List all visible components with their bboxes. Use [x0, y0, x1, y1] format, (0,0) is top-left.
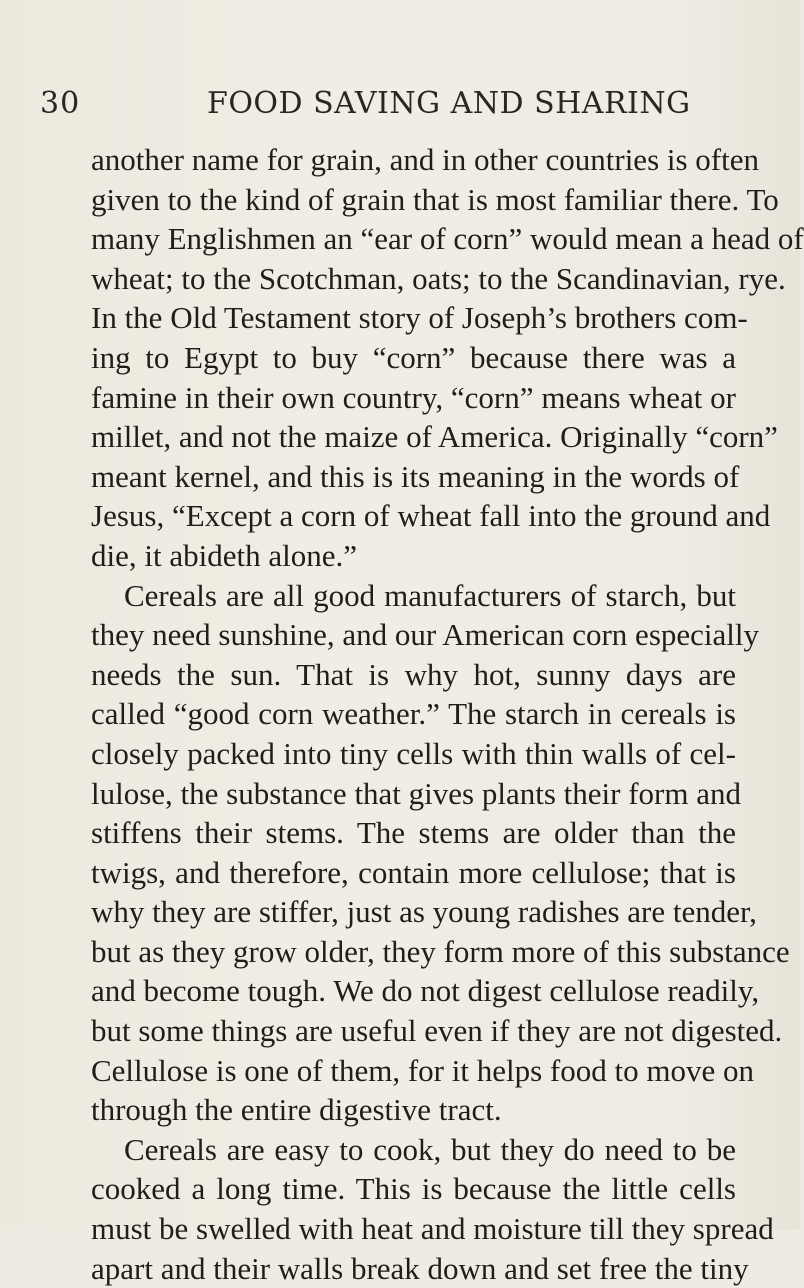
- running-head-title: FOOD SAVING AND SHARING: [207, 86, 691, 121]
- text-line: another name for grain, and in other countries is often: [91, 142, 759, 177]
- text-line: needs the sun. That is why hot, sunny days are: [91, 656, 736, 692]
- text-line: Cereals are all good manufacturers of starch, but: [124, 577, 736, 613]
- text-line: they need sunshine, and our American corn especially: [91, 617, 759, 653]
- text-line: and become tough. We do not digest cellulose readily,: [91, 973, 760, 1009]
- text-line: wheat; to the Scotchman, oats; to the Scandinavian, rye.: [91, 260, 786, 296]
- text-line: twigs, and therefore, contain more cellulose; that is: [91, 854, 736, 890]
- text-line: famine in their own country, “corn” means wheat or: [91, 379, 736, 415]
- text-line: through the entire digestive tract.: [91, 1092, 502, 1128]
- text-line: given to the kind of grain that is most familiar there. To: [91, 181, 779, 217]
- text-line: millet, and not the maize of America. Originally “corn”: [91, 419, 778, 455]
- text-line: ing to Egypt to buy “corn” because there was a: [91, 339, 736, 375]
- text-line: In the Old Testament story of Joseph’s brothers com-: [91, 300, 748, 336]
- text-line: why they are stiffer, just as young radishes are tender,: [91, 894, 757, 930]
- text-line: stiffens their stems. The stems are older than the: [91, 815, 736, 851]
- text-line: Cellulose is one of them, for it helps food to move on: [91, 1052, 754, 1088]
- text-line: die, it abideth alone.”: [91, 537, 357, 573]
- text-line: lulose, the substance that gives plants their form and: [91, 775, 741, 811]
- text-line: meant kernel, and this is its meaning in the words of: [91, 458, 740, 494]
- text-line: Cereals are easy to cook, but they do need to be: [124, 1131, 736, 1167]
- text-line: apart and their walls break down and set free the tiny: [91, 1250, 749, 1286]
- text-line: must be swelled with heat and moisture till they spread: [91, 1211, 774, 1247]
- text-line: but as they grow older, they form more of this substance: [91, 933, 790, 969]
- page-header: [40, 86, 760, 128]
- body-text: [91, 140, 804, 1288]
- text-line: Jesus, “Except a corn of wheat fall into the ground and: [91, 498, 771, 534]
- text-line: called “good corn weather.” The starch in cereals is: [91, 696, 736, 732]
- page-number: 30: [40, 86, 81, 121]
- text-line: closely packed into tiny cells with thin walls of cel-: [91, 735, 736, 771]
- text-line: but some things are useful even if they are not digested.: [91, 1013, 783, 1049]
- text-line: many Englishmen an “ear of corn” would mean a head of: [91, 221, 804, 257]
- text-line: cooked a long time. This is because the little cells: [91, 1171, 736, 1207]
